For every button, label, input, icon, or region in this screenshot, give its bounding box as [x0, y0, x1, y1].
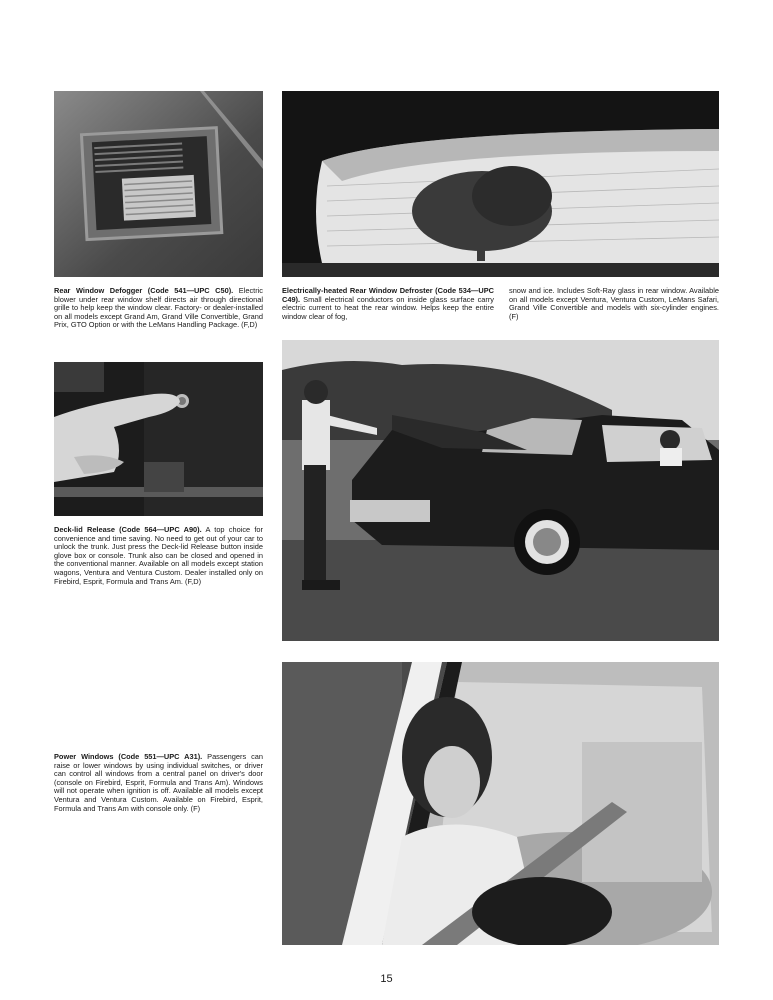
deck-lid-title: Deck-lid Release (Code 564—UPC A90).: [54, 525, 202, 534]
defogger-title: Rear Window Defogger (Code 541—UPC C50).: [54, 286, 234, 295]
deck-lid-button-photo: [54, 362, 263, 516]
power-windows-caption: [54, 753, 263, 813]
defroster-body-col2: snow and ice. Includes Soft-Ray glass in rear window. Available on all models except Ventura, Ventura Custom, LeMans Safari, Grand Ville Convertible and models with six-cylinder engines. (F): [509, 286, 719, 321]
defroster-title: Electrically-heated Rear Window Defroster (Code 534—UPC C49).: [282, 286, 494, 304]
rear-window-defroster-photo: [282, 91, 719, 277]
defroster-caption-col1: [282, 287, 494, 321]
power-window-woman-photo: [282, 662, 719, 945]
defroster-caption-col2: [509, 287, 719, 321]
page-number: 15: [380, 973, 393, 985]
defogger-body: Electric blower under rear window shelf directs air through directional grille to help keep the window clear. Factory- or dealer-installed on all models except Grand Am, Grand Ville Convertible, Grand Prix, GTO Option or with the LeMans Handling Package. (F,D): [54, 286, 263, 330]
power-windows-title: Power Windows (Code 551—UPC A31).: [54, 752, 203, 761]
defogger-vent-photo: [54, 91, 263, 277]
defogger-caption: [54, 287, 263, 330]
deck-lid-body: A top choice for convenience and time saving. No need to get out of your car to unlock the trunk. Just press the Deck-lid Release button inside glove box or console. Trunk also can be closed and opened in the conventional manner. Available on all models except station wagons, Ventura and Ventura Custom. Dealer installed only on Firebird, Esprit, Formula and Trans Am. (F,D): [54, 525, 263, 586]
deck-lid-caption: [54, 526, 263, 586]
power-windows-body: Passengers can raise or lower windows by using individual switches, or driver can control all windows from a central panel on driver's door (console on Firebird, Esprit, Formula and Trans Am). Windows will not operate when ignition is off. Available all models except Ventura and Ventura Custom. Available on Firebird, Esprit, Formula and Trans Am with console only. (F): [54, 752, 263, 813]
defroster-body-col1: Small electrical conductors on inside glass surface carry electric current to heat the rear window. Helps keep the entire window clear of fog,: [282, 294, 494, 321]
car-trunk-open-photo: [282, 340, 719, 641]
